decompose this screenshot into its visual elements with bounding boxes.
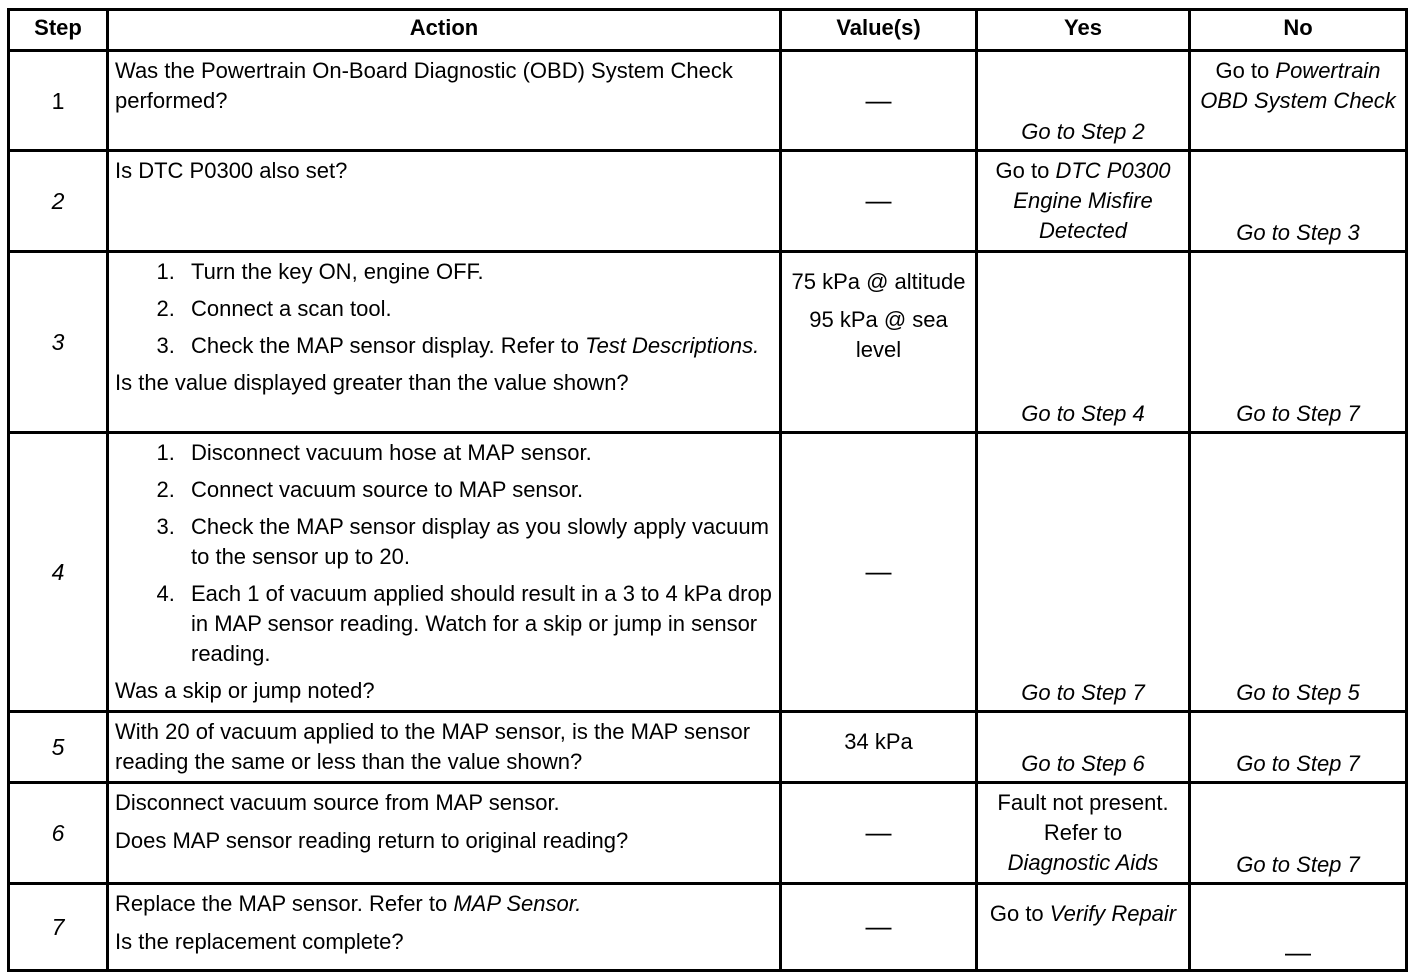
action-cell [108, 884, 781, 971]
action-cell [108, 433, 781, 712]
verify-repair-link[interactable]: Verify Repair [1049, 901, 1177, 926]
action-text: Was the Powertrain On-Board Diagnostic (OBD) System Check performed? [115, 58, 733, 113]
no-value: — [1285, 937, 1311, 967]
map-sensor-link[interactable]: MAP Sensor. [453, 891, 582, 916]
no-link[interactable]: Go to Step 7 [1236, 751, 1360, 776]
yes-link[interactable]: Go to Step 7 [1021, 680, 1145, 705]
table-row [9, 151, 1407, 252]
value-text: — [865, 817, 892, 847]
yes-refer-to: Refer to [1043, 820, 1123, 845]
yes-cell [977, 433, 1190, 712]
yes-prefix: Go to [989, 901, 1044, 926]
header-action: Action [108, 10, 781, 51]
no-link[interactable]: Go to Step 3 [1236, 220, 1360, 245]
no-prefix: Go to [1215, 58, 1270, 83]
procedure-step: 3. Check the MAP sensor display as you slowly apply vacuum to the sensor up to 20. [181, 512, 773, 572]
header-no: No [1190, 10, 1407, 51]
yes-fault-note: Fault not present. [997, 790, 1169, 815]
action-cell [108, 783, 781, 884]
action-cell [108, 252, 781, 433]
yes-link[interactable]: Go to Step 4 [1021, 401, 1145, 426]
procedure-step: 2. Connect vacuum source to MAP sensor. [181, 475, 773, 505]
no-link[interactable]: Powertrain OBD System Check [1200, 58, 1396, 113]
procedure-step-text: Check the MAP sensor display. Refer to [191, 333, 580, 358]
action-cell [108, 51, 781, 151]
no-cell [1190, 884, 1407, 971]
value-cell [781, 783, 977, 884]
action-instruction: Disconnect vacuum source from MAP sensor. [115, 790, 560, 815]
value-text: — [865, 556, 892, 586]
procedure-list [115, 438, 773, 669]
yes-link[interactable]: DTC P0300 Engine Misfire Detected [1013, 158, 1171, 243]
no-cell [1190, 783, 1407, 884]
yes-cell [977, 151, 1190, 252]
yes-cell [977, 51, 1190, 151]
action-text: Is DTC P0300 also set? [115, 158, 348, 183]
table-row [9, 51, 1407, 151]
step-number: 6 [9, 783, 108, 884]
procedure-step: 4. Each 1 of vacuum applied should result in a 3 to 4 kPa drop in MAP sensor reading. Watch for a skip or jump in sensor reading. [181, 579, 773, 669]
action-cell [108, 151, 781, 252]
no-cell [1190, 51, 1407, 151]
value-text: — [865, 185, 892, 215]
step-number: 3 [9, 252, 108, 433]
yes-cell [977, 884, 1190, 971]
yes-link[interactable]: Go to Step 2 [1021, 119, 1145, 144]
diagnostic-aids-link[interactable]: Diagnostic Aids [1007, 850, 1159, 875]
action-question: Is the value displayed greater than the value shown? [115, 370, 629, 395]
header-yes: Yes [977, 10, 1190, 51]
yes-cell [977, 712, 1190, 783]
header-step: Step [9, 10, 108, 51]
value-text: 34 kPa [844, 729, 913, 754]
step-number: 2 [9, 151, 108, 252]
step-number: 7 [9, 884, 108, 971]
step-number: 1 [9, 51, 108, 151]
value-text: — [865, 911, 892, 941]
step-number: 4 [9, 433, 108, 712]
header-row [9, 10, 1407, 51]
procedure-list [115, 257, 773, 361]
diagnostic-table [7, 8, 1408, 972]
value-cell [781, 712, 977, 783]
yes-link[interactable]: Go to Step 6 [1021, 751, 1145, 776]
table-row [9, 252, 1407, 433]
table-row [9, 712, 1407, 783]
action-instruction [115, 889, 773, 919]
action-question: Is the replacement complete? [115, 929, 404, 954]
value-sea-level: 95 kPa @ sea level [809, 307, 948, 362]
no-cell [1190, 252, 1407, 433]
value-cell [781, 433, 977, 712]
yes-cell [977, 252, 1190, 433]
yes-cell [977, 783, 1190, 884]
procedure-step: 2. Connect a scan tool. [181, 294, 773, 324]
procedure-step [181, 331, 773, 361]
action-cell [108, 712, 781, 783]
value-text: — [865, 84, 892, 115]
action-text: With 20 of vacuum applied to the MAP sensor, is the MAP sensor reading the same or less than the value shown? [115, 719, 751, 774]
yes-prefix: Go to [995, 158, 1050, 183]
no-link[interactable]: Go to Step 7 [1236, 401, 1360, 426]
action-question: Was a skip or jump noted? [115, 678, 375, 703]
no-link[interactable]: Go to Step 5 [1236, 680, 1360, 705]
no-cell [1190, 433, 1407, 712]
table-row [9, 884, 1407, 971]
value-altitude: 75 kPa @ altitude [791, 269, 966, 294]
value-cell [781, 252, 977, 433]
diagnostic-table-sheet [7, 8, 1405, 967]
table-row [9, 433, 1407, 712]
value-cell [781, 151, 977, 252]
action-question: Does MAP sensor reading return to original reading? [115, 828, 629, 853]
procedure-step: 1. Turn the key ON, engine OFF. [181, 257, 773, 287]
no-cell [1190, 151, 1407, 252]
action-prefix: Replace the MAP sensor. Refer to [115, 891, 448, 916]
no-link[interactable]: Go to Step 7 [1236, 852, 1360, 877]
header-values: Value(s) [781, 10, 977, 51]
value-cell [781, 51, 977, 151]
procedure-step: 1. Disconnect vacuum hose at MAP sensor. [181, 438, 773, 468]
test-descriptions-link[interactable]: Test Descriptions. [585, 333, 760, 358]
table-row [9, 783, 1407, 884]
step-number: 5 [9, 712, 108, 783]
value-cell [781, 884, 977, 971]
no-cell [1190, 712, 1407, 783]
